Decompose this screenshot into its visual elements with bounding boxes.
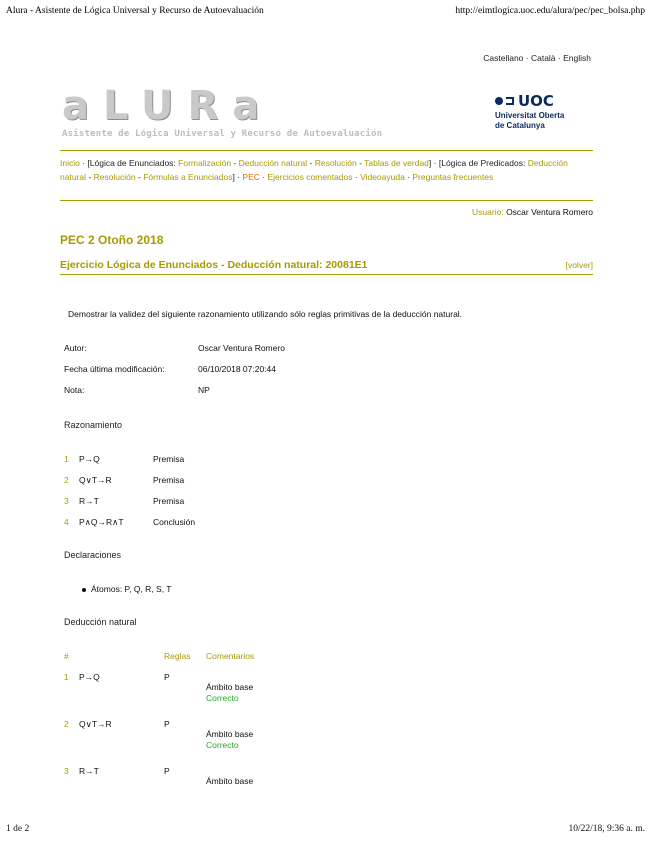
step-status: Correcto <box>206 740 239 750</box>
premise-number: 4 <box>64 517 69 527</box>
step-scope: Ámbito base <box>206 682 254 692</box>
premise-formula: Q∨T→R <box>79 475 112 485</box>
step-formula: R→T <box>79 766 99 776</box>
deduction-header <box>64 651 254 672</box>
nav-tablas-verdad[interactable]: Tablas de verdad <box>364 158 429 168</box>
meta-row-fecha <box>64 364 285 385</box>
print-footer <box>6 824 645 838</box>
deduction-step <box>64 766 254 813</box>
language-selector: Castellano · Català · English <box>483 53 591 63</box>
main-navigation: Inicio · [Lógica de Enunciados: Formalización - Deducción natural - Resolución - Tablas de verdad] · [Lógica de Predicados: Deducción natural - Resolución - Fórmulas a Enunciados] · PEC · Ejercicios comentados · Videoayuda · Preguntas frecuentes <box>60 150 593 184</box>
premise-row <box>64 475 195 496</box>
nav-videoayuda[interactable]: Videoayuda <box>360 172 405 182</box>
section-declaraciones: Declaraciones <box>64 550 122 560</box>
user-info <box>60 200 593 217</box>
meta-value: NP <box>198 385 210 395</box>
premise-number: 3 <box>64 496 69 506</box>
nav-resolucion-predicados[interactable]: Resolución <box>93 172 136 182</box>
alura-wordmark: aLURa <box>62 83 274 129</box>
alura-subtitle: Asistente de Lógica Universal y Recurso de Autoevaluación <box>62 129 383 139</box>
print-page-url: http://eimtlogica.uoc.edu/alura/pec/pec_bolsa.php <box>455 6 645 16</box>
premise-number: 2 <box>64 475 69 485</box>
exercise-statement: Demostrar la validez del siguiente razonamiento utilizando sólo reglas primitivas de la deducción natural. <box>68 309 463 319</box>
step-rule: P <box>164 766 170 776</box>
uoc-short: UOC <box>518 92 554 110</box>
meta-key: Autor: <box>64 343 87 353</box>
premise-row <box>64 454 195 475</box>
exercise-meta <box>64 343 285 406</box>
premise-number: 1 <box>64 454 69 464</box>
page-title: PEC 2 Otoño 2018 <box>60 233 164 247</box>
header-rules: Reglas <box>164 651 191 661</box>
step-number: 2 <box>64 719 69 729</box>
lang-castellano[interactable]: Castellano <box>483 53 524 63</box>
step-scope: Ámbito base <box>206 729 254 739</box>
print-header <box>6 6 645 20</box>
header-num: # <box>64 651 69 661</box>
premise-formula: P→Q <box>79 454 100 464</box>
atoms-item <box>82 584 171 594</box>
premise-row <box>64 517 195 538</box>
step-rule: P <box>164 719 170 729</box>
meta-value: 06/10/2018 07:20:44 <box>198 364 276 374</box>
nav-deduccion-natural[interactable]: Deducción natural <box>238 158 308 168</box>
nav-formulas-enunciados[interactable]: Fórmulas a Enunciados <box>143 172 233 182</box>
nav-deduccion-natural-predicados[interactable]: Deducción natural <box>60 158 568 182</box>
section-deduccion-natural: Deducción natural <box>64 617 137 627</box>
atoms-text: Átomos: P, Q, R, S, T <box>91 584 172 594</box>
step-number: 1 <box>64 672 69 682</box>
step-comment <box>206 766 253 813</box>
print-page-count: 1 de 2 <box>6 824 30 834</box>
user-label: Usuario: <box>472 207 504 217</box>
uoc-name-line1: Universitat Oberta <box>495 111 565 120</box>
step-formula: P→Q <box>79 672 100 682</box>
exercise-title-bar <box>60 259 593 275</box>
premise-type: Conclusión <box>153 517 196 527</box>
print-timestamp: 10/22/18, 9:36 a. m. <box>568 824 645 834</box>
step-rule: P <box>164 672 170 682</box>
step-comment <box>206 672 253 719</box>
print-page-title: Alura - Asistente de Lógica Universal y Recurso de Autoevaluación <box>6 6 264 16</box>
premise-type: Premisa <box>153 475 185 485</box>
uoc-dot-icon <box>495 97 503 105</box>
nav-preguntas-frecuentes[interactable]: Preguntas frecuentes <box>412 172 494 182</box>
deduction-step <box>64 672 254 719</box>
meta-row-autor <box>64 343 285 364</box>
nav-ejercicios-comentados[interactable]: Ejercicios comentados <box>267 172 353 182</box>
nav-resolucion[interactable]: Resolución <box>314 158 357 168</box>
bullet-icon <box>82 588 86 592</box>
deduction-table <box>64 651 254 813</box>
nav-close-bracket-2: ] <box>232 172 235 182</box>
uoc-bracket-icon <box>506 97 514 105</box>
nav-pec[interactable]: PEC <box>242 172 260 182</box>
lang-catala[interactable]: Català <box>530 53 556 63</box>
premise-type: Premisa <box>153 496 185 506</box>
step-status: Correcto <box>206 693 239 703</box>
header-comments: Comentarios <box>206 651 255 661</box>
nav-formalizacion[interactable]: Formalización <box>178 158 232 168</box>
premise-row <box>64 496 195 517</box>
uoc-logo[interactable] <box>495 92 595 130</box>
meta-row-nota <box>64 385 285 406</box>
meta-key: Fecha última modificación: <box>64 364 165 374</box>
user-name: Oscar Ventura Romero <box>506 207 593 217</box>
meta-value: Oscar Ventura Romero <box>198 343 285 353</box>
premise-formula: R→T <box>79 496 99 506</box>
back-link[interactable]: [volver] <box>565 260 593 270</box>
step-scope: Ámbito base <box>206 776 254 786</box>
lang-english[interactable]: English <box>563 53 591 63</box>
nav-inicio[interactable]: Inicio <box>60 158 80 168</box>
step-formula: Q∨T→R <box>79 719 112 729</box>
premises-list <box>64 454 195 538</box>
step-comment <box>206 719 253 766</box>
step-number: 3 <box>64 766 69 776</box>
nav-close-bracket: ] <box>428 158 432 168</box>
section-razonamiento: Razonamiento <box>64 420 123 430</box>
deduction-step <box>64 719 254 766</box>
premise-type: Premisa <box>153 454 185 464</box>
uoc-name-line2: de Catalunya <box>495 121 545 130</box>
premise-formula: P∧Q→R∧T <box>79 517 124 527</box>
nav-predicados-label: [Lógica de Predicados: <box>438 158 526 168</box>
nav-enunciados-label: [Lógica de Enunciados: <box>87 158 176 168</box>
exercise-title: Ejercicio Lógica de Enunciados - Deducción natural: 20081E1 <box>60 259 368 271</box>
meta-key: Nota: <box>64 385 85 395</box>
alura-logo[interactable] <box>62 83 472 142</box>
